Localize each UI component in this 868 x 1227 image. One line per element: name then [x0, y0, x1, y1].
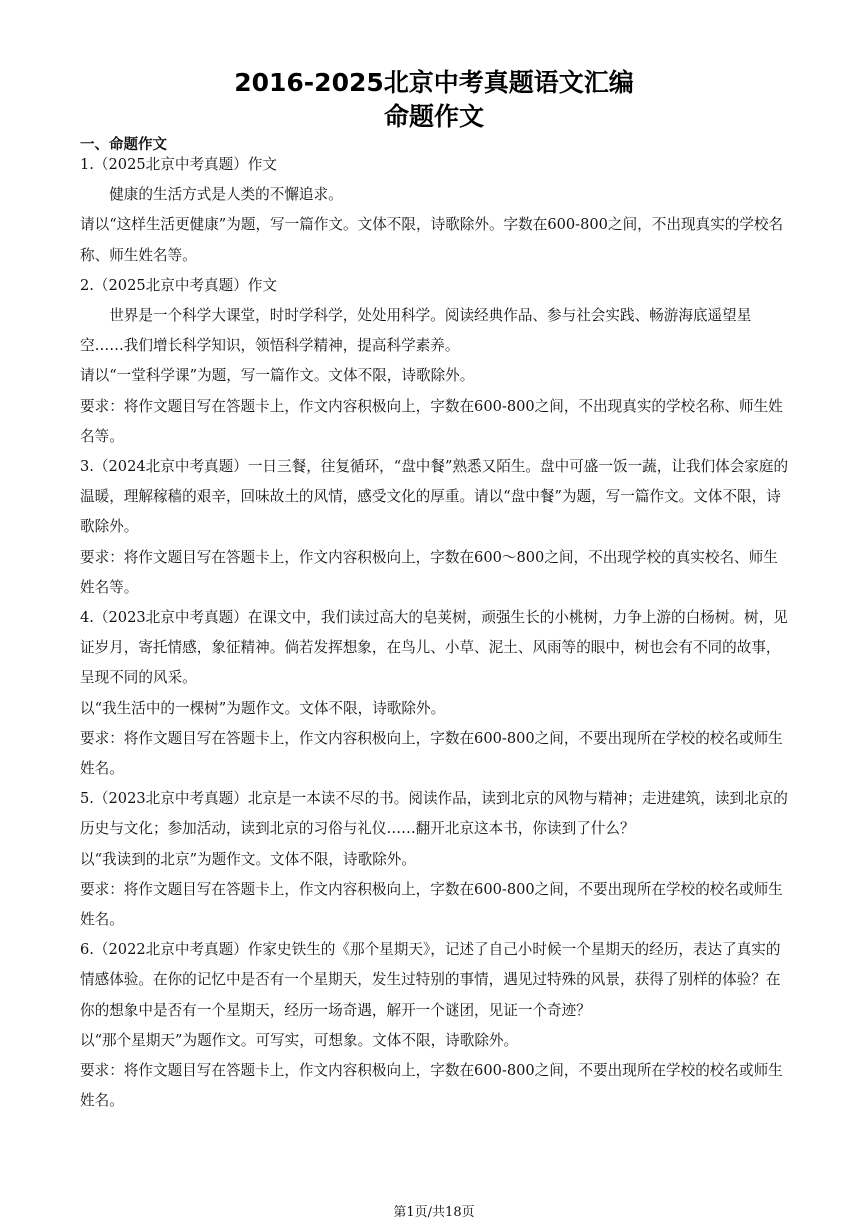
- question-3-prompt: 3.（2024北京中考真题）一日三餐，往复循环，“盘中餐”熟悉又陌生。盘中可盛一饭一蔬，让我们体会家庭的温暖，理解稼穑的艰辛，回味故土的风情，感受文化的厚重。请以“盘中餐”为题，写一篇作文。文体不限，诗歌除外。: [80, 458, 789, 536]
- question-1-instruction: 请以“这样生活更健康”为题，写一篇作文。文体不限，诗歌除外。字数在600-800之间，不出现真实的学校名称、师生姓名等。: [80, 216, 784, 264]
- question-3-requirement: 要求：将作文题目写在答题卡上，作文内容积极向上，字数在600～800之间，不出现学校的真实校名、师生姓名等。: [80, 548, 778, 596]
- question-2-prompt: 世界是一个科学大课堂，时时学科学，处处用科学。阅读经典作品、参与社会实践、畅游海底遥望星空……我们增长科学知识，领悟科学精神，提高科学素养。: [80, 307, 752, 355]
- question-2-header: 2.（2025北京中考真题）作文: [80, 276, 278, 294]
- question-6-requirement: 要求：将作文题目写在答题卡上，作文内容积极向上，字数在600-800之间，不要出现所在学校的校名或师生姓名。: [80, 1062, 783, 1110]
- document-title: 2016-2025北京中考真题语文汇编: [234, 68, 634, 97]
- question-4-instruction: 以“我生活中的一棵树”为题作文。文体不限，诗歌除外。: [80, 699, 446, 717]
- question-2-instruction: 请以“一堂科学课”为题，写一篇作文。文体不限，诗歌除外。: [80, 367, 475, 385]
- question-5-requirement: 要求：将作文题目写在答题卡上，作文内容积极向上，字数在600-800之间，不要出现所在学校的校名或师生姓名。: [80, 880, 783, 929]
- question-5-prompt: 5.（2023北京中考真题）北京是一本读不尽的书。阅读作品，读到北京的风物与精神；走进建筑，读到北京的历史与文化；参加活动，读到北京的习俗与礼仪……翻开北京这本书，你读到了什么？: [80, 790, 788, 838]
- question-6-instruction: 以“那个星期天”为题作文。可写实，可想象。文体不限，诗歌除外。: [80, 1031, 519, 1049]
- document-subtitle: 命题作文: [383, 102, 484, 131]
- question-4-requirement: 要求：将作文题目写在答题卡上，作文内容积极向上，字数在600-800之间，不要出现所在学校的校名或师生姓名。: [80, 729, 783, 778]
- question-1-header: 1.（2025北京中考真题）作文: [80, 156, 278, 173]
- page-number: 第1页/共18页: [393, 1205, 475, 1220]
- question-4-prompt: 4.（2023北京中考真题）在课文中，我们读过高大的皂荚树，顽强生长的小桃树，力争上游的白杨树。树，见证岁月，寄托情感，象征精神。倘若发挥想象，在鸟儿、小草、泥土、风雨等的眼中，树也会有不同的故事，呈现不同的风采。: [80, 609, 788, 687]
- questions-body: [80, 150, 792, 1117]
- question-1-prompt: 健康的生活方式是人类的不懈追求。: [109, 186, 343, 204]
- section-heading: 一、命题作文: [80, 137, 167, 153]
- question-2-requirement: 要求：将作文题目写在答题卡上，作文内容积极向上，字数在600-800之间，不出现真实的学校名称、师生姓名等。: [80, 397, 783, 445]
- question-5-instruction: 以“我读到的北京”为题作文。文体不限，诗歌除外。: [80, 850, 416, 868]
- question-6-prompt: 6.（2022北京中考真题）作家史铁生的《那个星期天》，记述了自己小时候一个星期天的经历，表达了真实的情感体验。在你的记忆中是否有一个星期天，发生过特别的事情，遇见过特殊的风景，获得了别样的体验？在你的想象中是否有一个星期天，经历一场奇遇，解开一个谜团，见证一个奇迹？: [80, 941, 781, 1019]
